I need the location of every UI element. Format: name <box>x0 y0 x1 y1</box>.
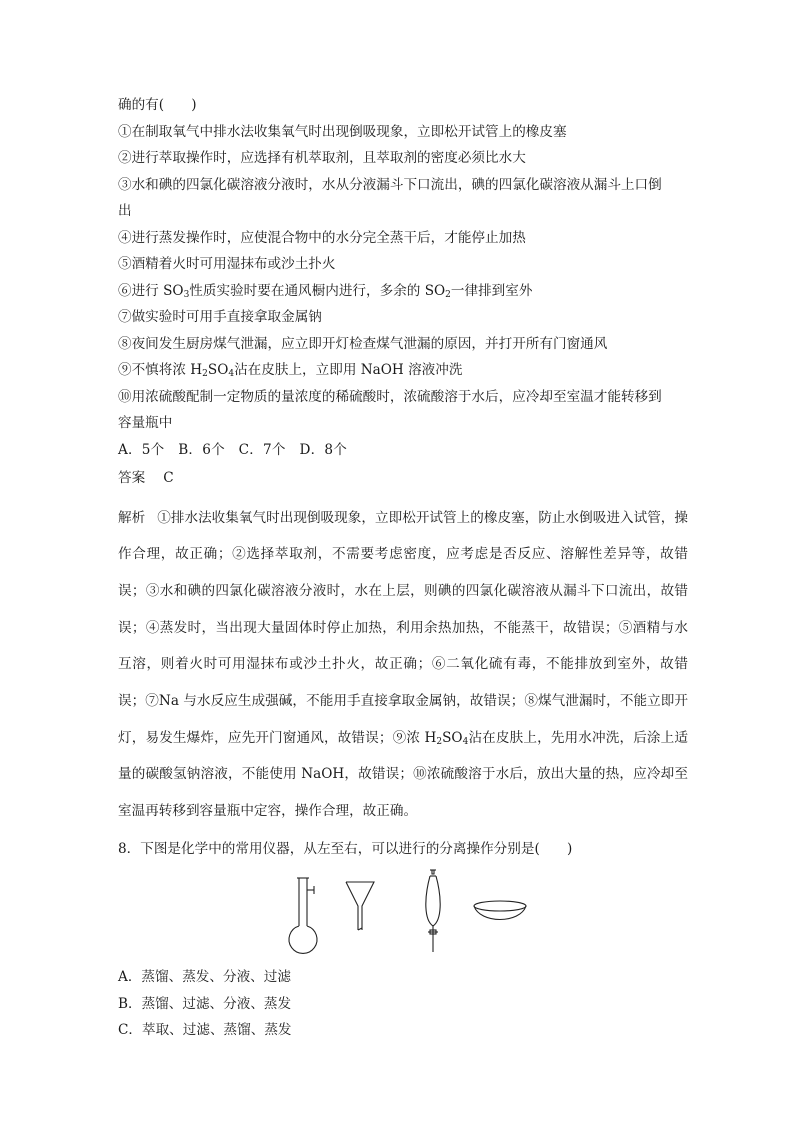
explanation-label: 解析 <box>118 509 146 526</box>
evaporating-dish-icon <box>474 901 526 920</box>
q7-item-5: ⑤酒精着火时可用湿抹布或沙土扑火 <box>118 256 336 272</box>
explanation: 解析 ①排水法收集氧气时出现倒吸现象，立即松开试管上的橡皮塞，防止水倒吸进入试管，操作合理，故正确；②选择萃取剂，不需要考虑密度，应考虑是否反应、溶解性差异等，故错误；③水和碘的四氯化碳溶液分液时，水在上层，则碘的四氯化碳溶液从漏斗下口流出，故错误；④蒸发时，当出现大量固体时停止加热，利用余热加热，不能蒸干，故错误；⑤酒精与水互溶，则着火时可用湿抹布或沙土扑火，故正确；⑥二氧化硫有毒，不能排放到室外，故错误；⑦Na 与水反应生成强碱，不能用手直接拿取金属钠，故错误；⑧煤气泄漏时，不能立即开灯，易发生爆炸，应先开门窗通风，故错误；⑨浓 $H_2SO_4$沾在皮肤上，先用水冲洗，后涂上适量的碳酸氢钠溶液，不能使用 NaOH，故错误；⑩浓硫酸溶于水后，放出大量的热，应冷却至室温再转移到容量瓶中定容，操作合理，故正确。 <box>118 509 689 820</box>
q7-item-3-cont: 出 <box>118 203 132 219</box>
q8-option-c: C．萃取、过滤、蒸馏、蒸发 <box>118 1022 292 1039</box>
q7-item-10: ⑩用浓硫酸配制一定物质的量浓度的稀硫酸时，浓硫酸溶于水后，应冷却至室温才能转移到 <box>118 388 662 405</box>
q7-item-1: ①在制取氧气中排水法收集氧气时出现倒吸现象，立即松开试管上的橡皮塞 <box>118 123 567 140</box>
funnel-icon <box>346 882 374 930</box>
q7-item-4: ④进行蒸发操作时，应使混合物中的水分完全蒸干后，才能停止加热 <box>118 229 526 246</box>
apparatus-figure <box>118 868 688 960</box>
answer-line <box>118 465 688 492</box>
q7-item-3: ③水和碘的四氯化碳溶液分液时，水从分液漏斗下口流出，碘的四氯化碳溶液从漏斗上口倒 <box>118 176 662 193</box>
q7-options: A．5个 B．6个 C．7个 D．8个 <box>118 441 348 458</box>
answer-label: 答案 <box>118 470 146 486</box>
q7-item-2: ②进行萃取操作时，应选择有机萃取剂，且萃取剂的密度必须比水大 <box>118 150 526 166</box>
separatory-funnel-icon <box>426 870 440 952</box>
q7-item-9: ⑨不慎将浓 $H_2SO_4$沾在皮肤上，立即用 NaOH 溶液冲洗 <box>118 362 463 379</box>
document-page <box>118 92 688 1044</box>
question-8-stem: 8．下图是化学中的常用仪器，从左至右，可以进行的分离操作分别是( ) <box>118 840 573 857</box>
distillation-flask-icon <box>289 878 317 953</box>
apparatus-svg <box>278 868 538 958</box>
q8-option-a: A．蒸馏、蒸发、分液、过滤 <box>118 969 291 986</box>
question-7-stem-tail: 确的有( ) <box>118 97 197 113</box>
q8-option-b: B．蒸馏、过滤、分液、蒸发 <box>118 995 292 1012</box>
q7-item-10-cont: 容量瓶中 <box>118 415 173 431</box>
q7-item-8: ⑧夜间发生厨房煤气泄漏，应立即开灯检查煤气泄漏的原因，并打开所有门窗通风 <box>118 335 608 352</box>
q7-item-7: ⑦做实验时可用手直接拿取金属钠 <box>118 309 322 325</box>
q7-item-6: ⑥进行 $SO_3$性质实验时要在通风橱内进行，多余的 $SO_2$一律排到室外 <box>118 282 533 300</box>
answer-value: C <box>163 470 174 486</box>
